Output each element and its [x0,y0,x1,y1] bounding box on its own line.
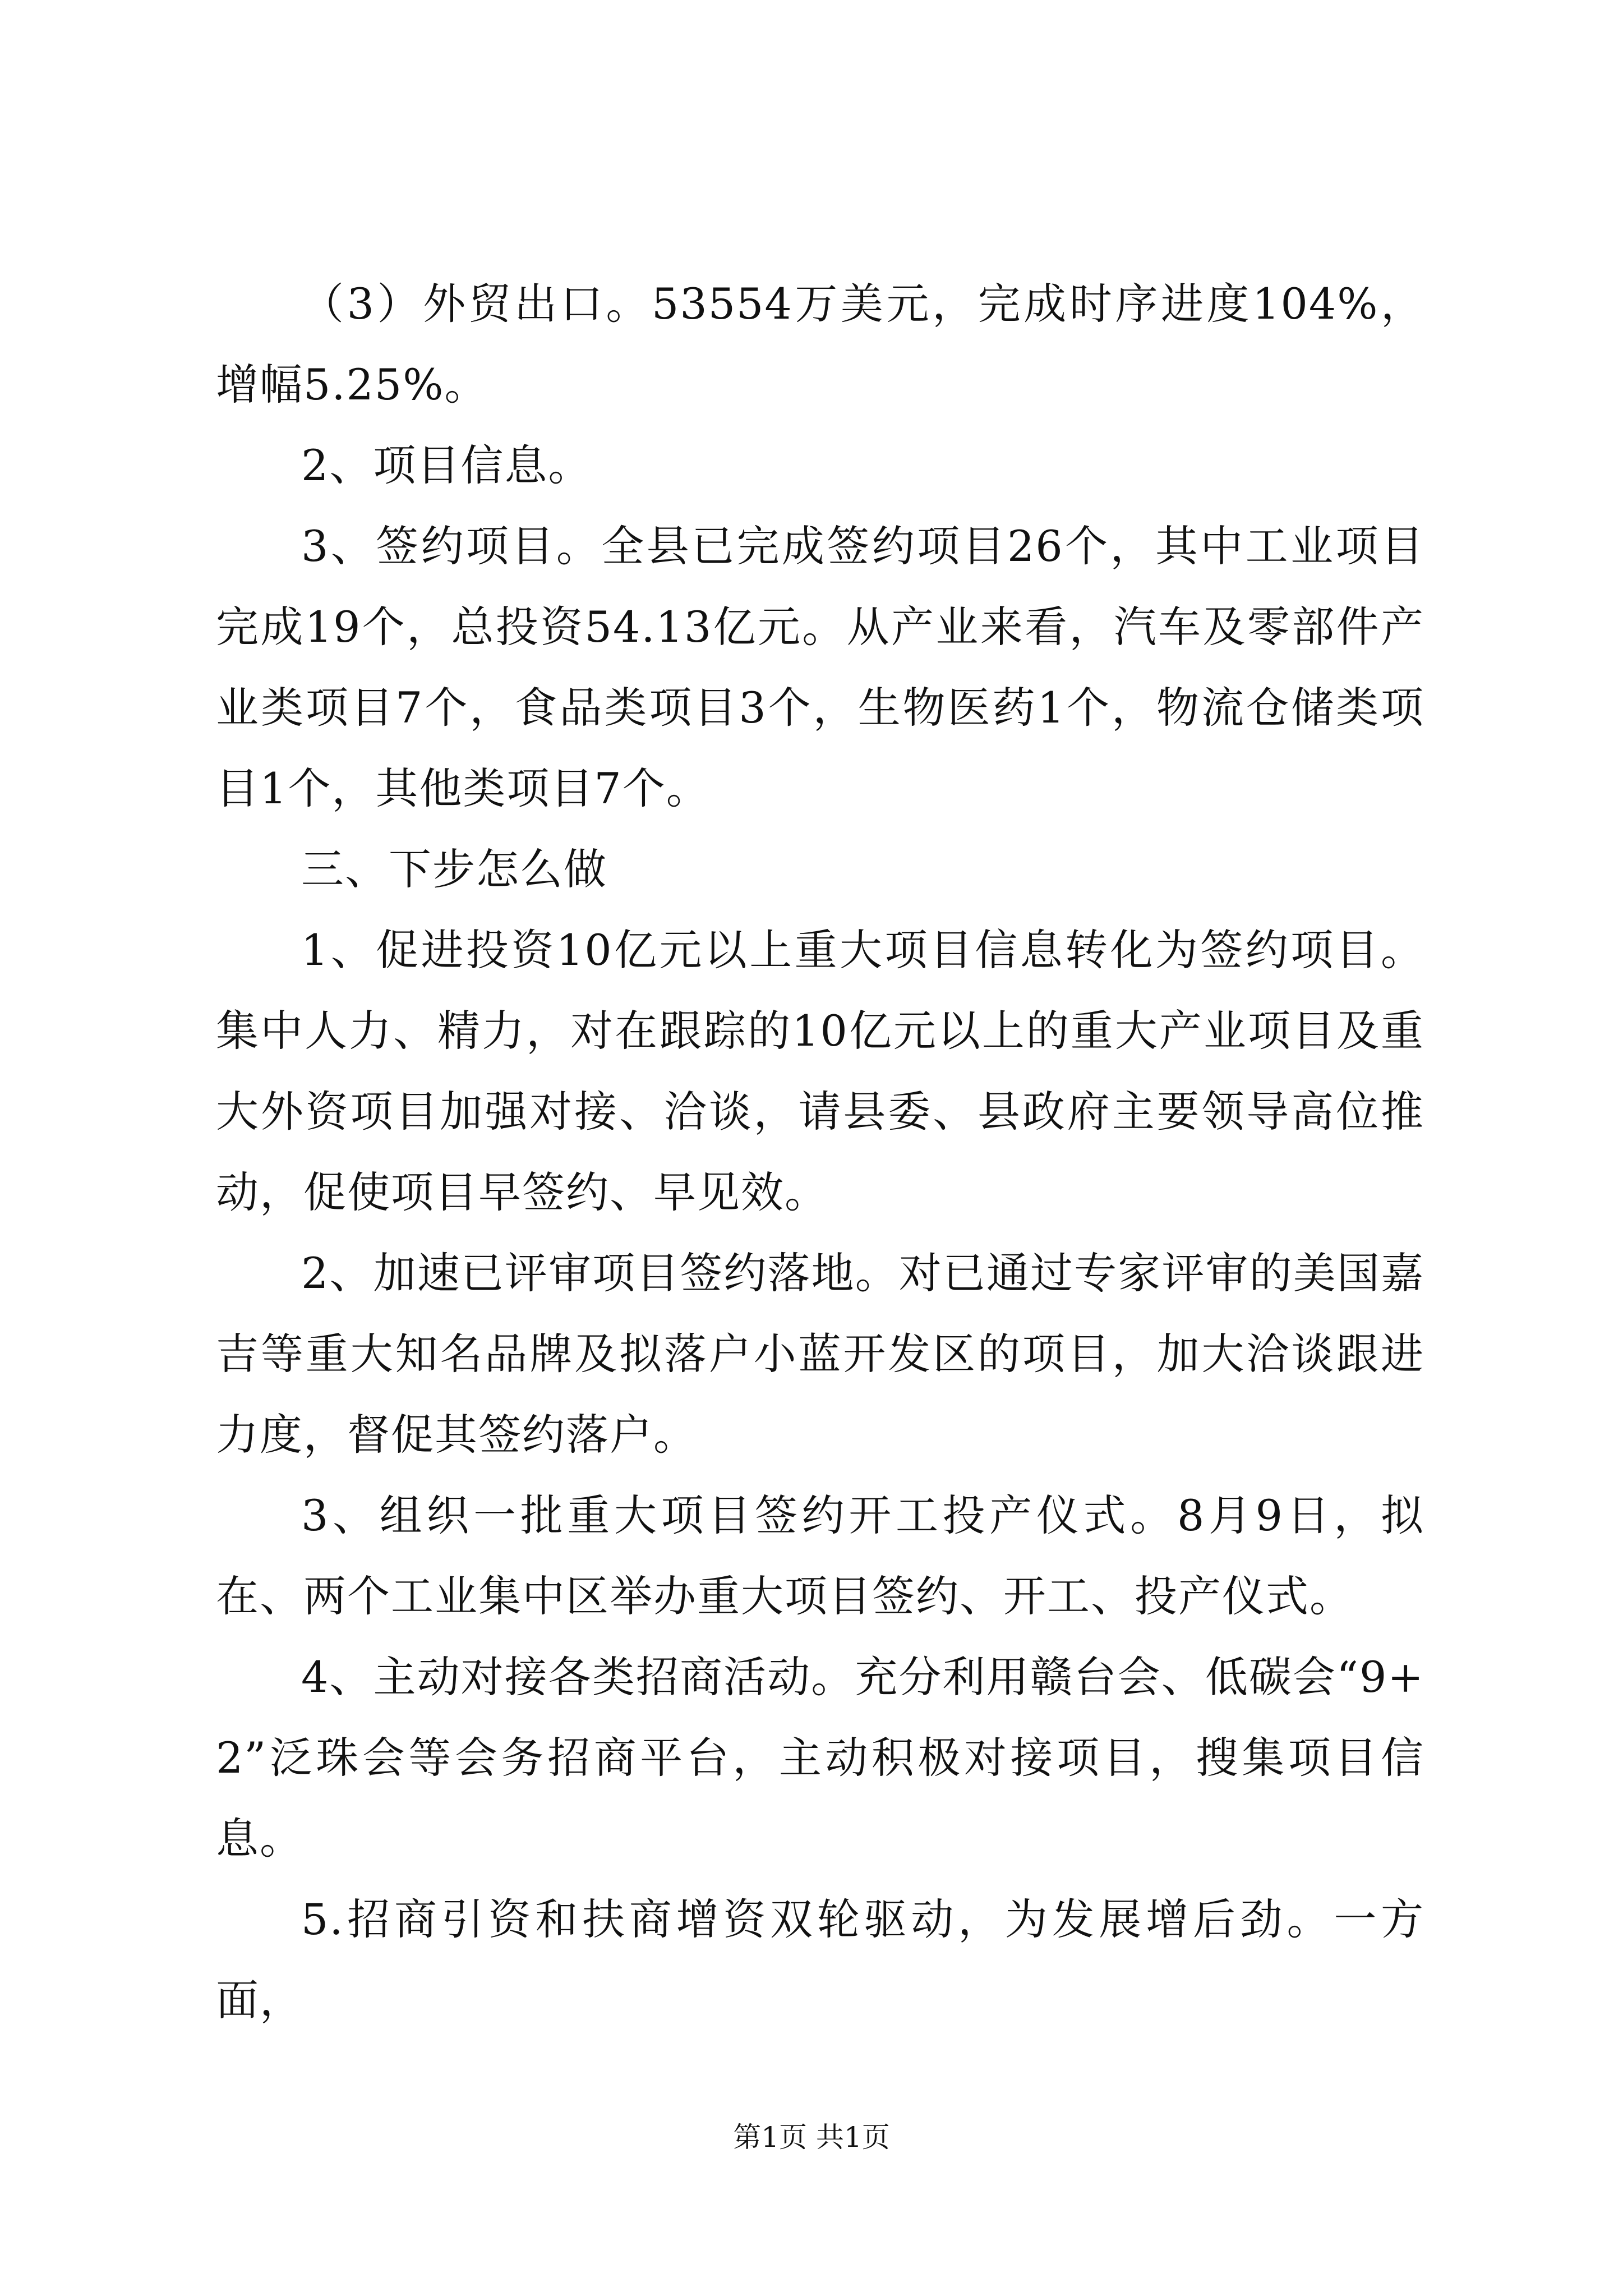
paragraph-step-1: 1、促进投资10亿元以上重大项目信息转化为签约项目。集中人力、精力，对在跟踪的10亿元以上的重大产业项目及重大外资项目加强对接、洽谈，请县委、县政府主要领导高位推动，促使项目早签约、早见效。 [216,925,1424,1217]
paragraph-step-3: 3、组织一批重大项目签约开工投产仪式。8月9日，拟在、两个工业集中区举办重大项目签约、开工、投产仪式。 [216,1490,1424,1621]
paragraph-foreign-trade-export: （3）外贸出口。53554万美元，完成时序进度104%，增幅5.25%。 [216,279,1424,409]
paragraph-signed-projects: 3、签约项目。全县已完成签约项目26个，其中工业项目完成19个，总投资54.13亿元。从产业来看，汽车及零部件产业类项目7个，食品类项目3个，生物医药1个，物流仓储类项目1个，其他类项目7个。 [216,521,1424,813]
paragraph-step-2: 2、加速已评审项目签约落地。对已通过专家评审的美国嘉吉等重大知名品牌及拟落户小蓝开发区的项目，加大洽谈跟进力度，督促其签约落户。 [216,1248,1424,1460]
page-footer: 第1页 共1页 [733,2121,890,2154]
document-body [216,264,1424,2041]
paragraph-step-5: 5.招商引资和扶商增资双轮驱动，为发展增后劲。一方面， [216,1894,1424,2025]
paragraph-project-info: 2、项目信息。 [301,440,592,490]
paragraph-step-4: 4、主动对接各类招商活动。充分利用赣台会、低碳会“9+2”泛珠会等会务招商平台，主动积极对接项目，搜集项目信息。 [216,1652,1424,1864]
section-heading-next-steps: 三、下步怎么做 [301,844,607,894]
